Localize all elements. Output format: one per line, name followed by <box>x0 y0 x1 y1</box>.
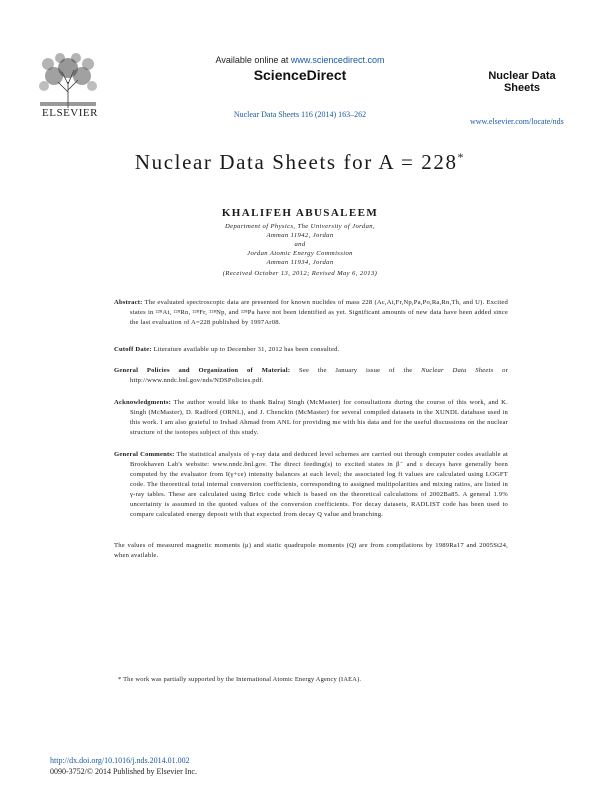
comments-paragraph <box>114 450 508 520</box>
journal-logo-line-1: Nuclear Data <box>488 70 556 82</box>
affiliation-line-4: Amman 11934, Jordan <box>266 259 334 266</box>
cutoff-text: Literature available up to December 31, 2012 has been consulted. <box>151 346 340 353</box>
journal-logo-line-2: Sheets <box>503 82 541 94</box>
cutoff-paragraph <box>114 345 508 355</box>
policies-label: General Policies and Organization of Material: <box>114 367 291 374</box>
availability-prefix: Available online at <box>215 55 291 65</box>
journal-reference[interactable]: Nuclear Data Sheets 116 (2014) 163–262 <box>233 110 367 119</box>
received-dates: (Received October 13, 2012; Revised May 6, 2013) <box>222 270 378 277</box>
abstract-paragraph <box>114 298 508 328</box>
comments-text: The statistical analysis of γ-ray data and deduced level schemes are carried out through computer codes available at Brookhaven Lab's website: www.nndc.bnl.gov. The direct feeding(s) to excited states in β⁻ and ε decays have generally been computed by the evaluator from I(γ+ce) intensity balances at each level; the associated log ft values are calculated using LOGFT code. The theoretical total internal conversion coefficients, corresponding to assigned multipolarities and mixing ratios, are listed in γ-ray tables. These are calculated using BrIcc code which is based on the theoretical calculations of 2002Ba85. A general 1.9% uncertainty is assumed in the quoted values of the conversion coefficients. For decay datasets, RADLIST code has been used to compare calculated energy deposit with that expected from decay Q value and branching. <box>130 451 508 518</box>
comments-label: General Comments: <box>114 451 175 458</box>
acknowledgments-paragraph <box>114 398 508 438</box>
publisher-name: ELSEVIER <box>42 107 98 119</box>
cutoff-label: Cutoff Date: <box>114 346 152 353</box>
elsevier-tree-logo <box>36 52 100 108</box>
policies-paragraph <box>114 366 508 386</box>
sciencedirect-link[interactable]: www.sciencedirect.com <box>290 55 385 65</box>
journal-url-link[interactable]: www.elsevier.com/locate/nds <box>470 117 564 126</box>
abstract-label: Abstract: <box>114 299 143 306</box>
title-footnote-mark: * <box>457 150 466 164</box>
affiliation-line-2: Amman 11942, Jordan <box>266 232 334 239</box>
affiliation-and: and <box>294 241 306 248</box>
availability-line <box>170 55 430 65</box>
affiliation-line-1: Department of Physics, The University of Jordan, <box>224 223 376 230</box>
author-name: KHALIFEH ABUSALEEM <box>221 207 379 219</box>
ack-text: The author would like to thank Balraj Singh (McMaster) for consultations during the course of this work, and K. Singh (McMaster), D. Radford (ORNL), and J. Chenckin (McMaster) for several compiled datasets in the XUNDL database used in this work. I am also grateful to Irshad Ahmad from ANL for providing me with his data and for the useful discussions on the nuclear structure of the isotopes subject of this study. <box>130 399 508 436</box>
ack-label: Acknowledgments: <box>114 399 172 406</box>
article-title-text: Nuclear Data Sheets for A = 228 <box>134 150 458 174</box>
policies-text-2: or http://www.nndc.bnl.gov/nds/NDSPolicies.pdf. <box>130 367 509 384</box>
sciencedirect-brand: ScienceDirect <box>253 67 347 83</box>
article-title <box>0 150 600 175</box>
copyright-line: 0090-3752/© 2014 Published by Elsevier Inc. <box>50 767 197 776</box>
doi-link[interactable]: http://dx.doi.org/10.1016/j.nds.2014.01.002 <box>50 756 190 765</box>
policies-journal: Nuclear Data Sheets <box>421 367 494 374</box>
policies-text-1: See the January issue of the <box>290 367 422 374</box>
funding-footnote: * The work was partially supported by the International Atomic Energy Agency (IAEA). <box>118 676 362 683</box>
moments-paragraph: The values of measured magnetic moments (μ) and static quadrupole moments (Q) are from compilations by 1989Ra17 and 2005St24, when available. <box>114 542 508 559</box>
abstract-text: The evaluated spectroscopic data are presented for known nuclides of mass 228 (Ac,At,Fr,Np,Pa,Po,Ra,Rn,Th, and U). Excited states in ²²⁸At, ²²⁸Rn, ²²⁸Fr, ²²⁸Np, and ²²⁸Pa have not been identified as yet. Significant amounts of new data have been added since the last evaluation of A=228 published by 1997Ar08. <box>130 299 508 326</box>
affiliation-line-3: Jordan Atomic Energy Commission <box>247 250 353 257</box>
journal-logo <box>472 70 572 94</box>
